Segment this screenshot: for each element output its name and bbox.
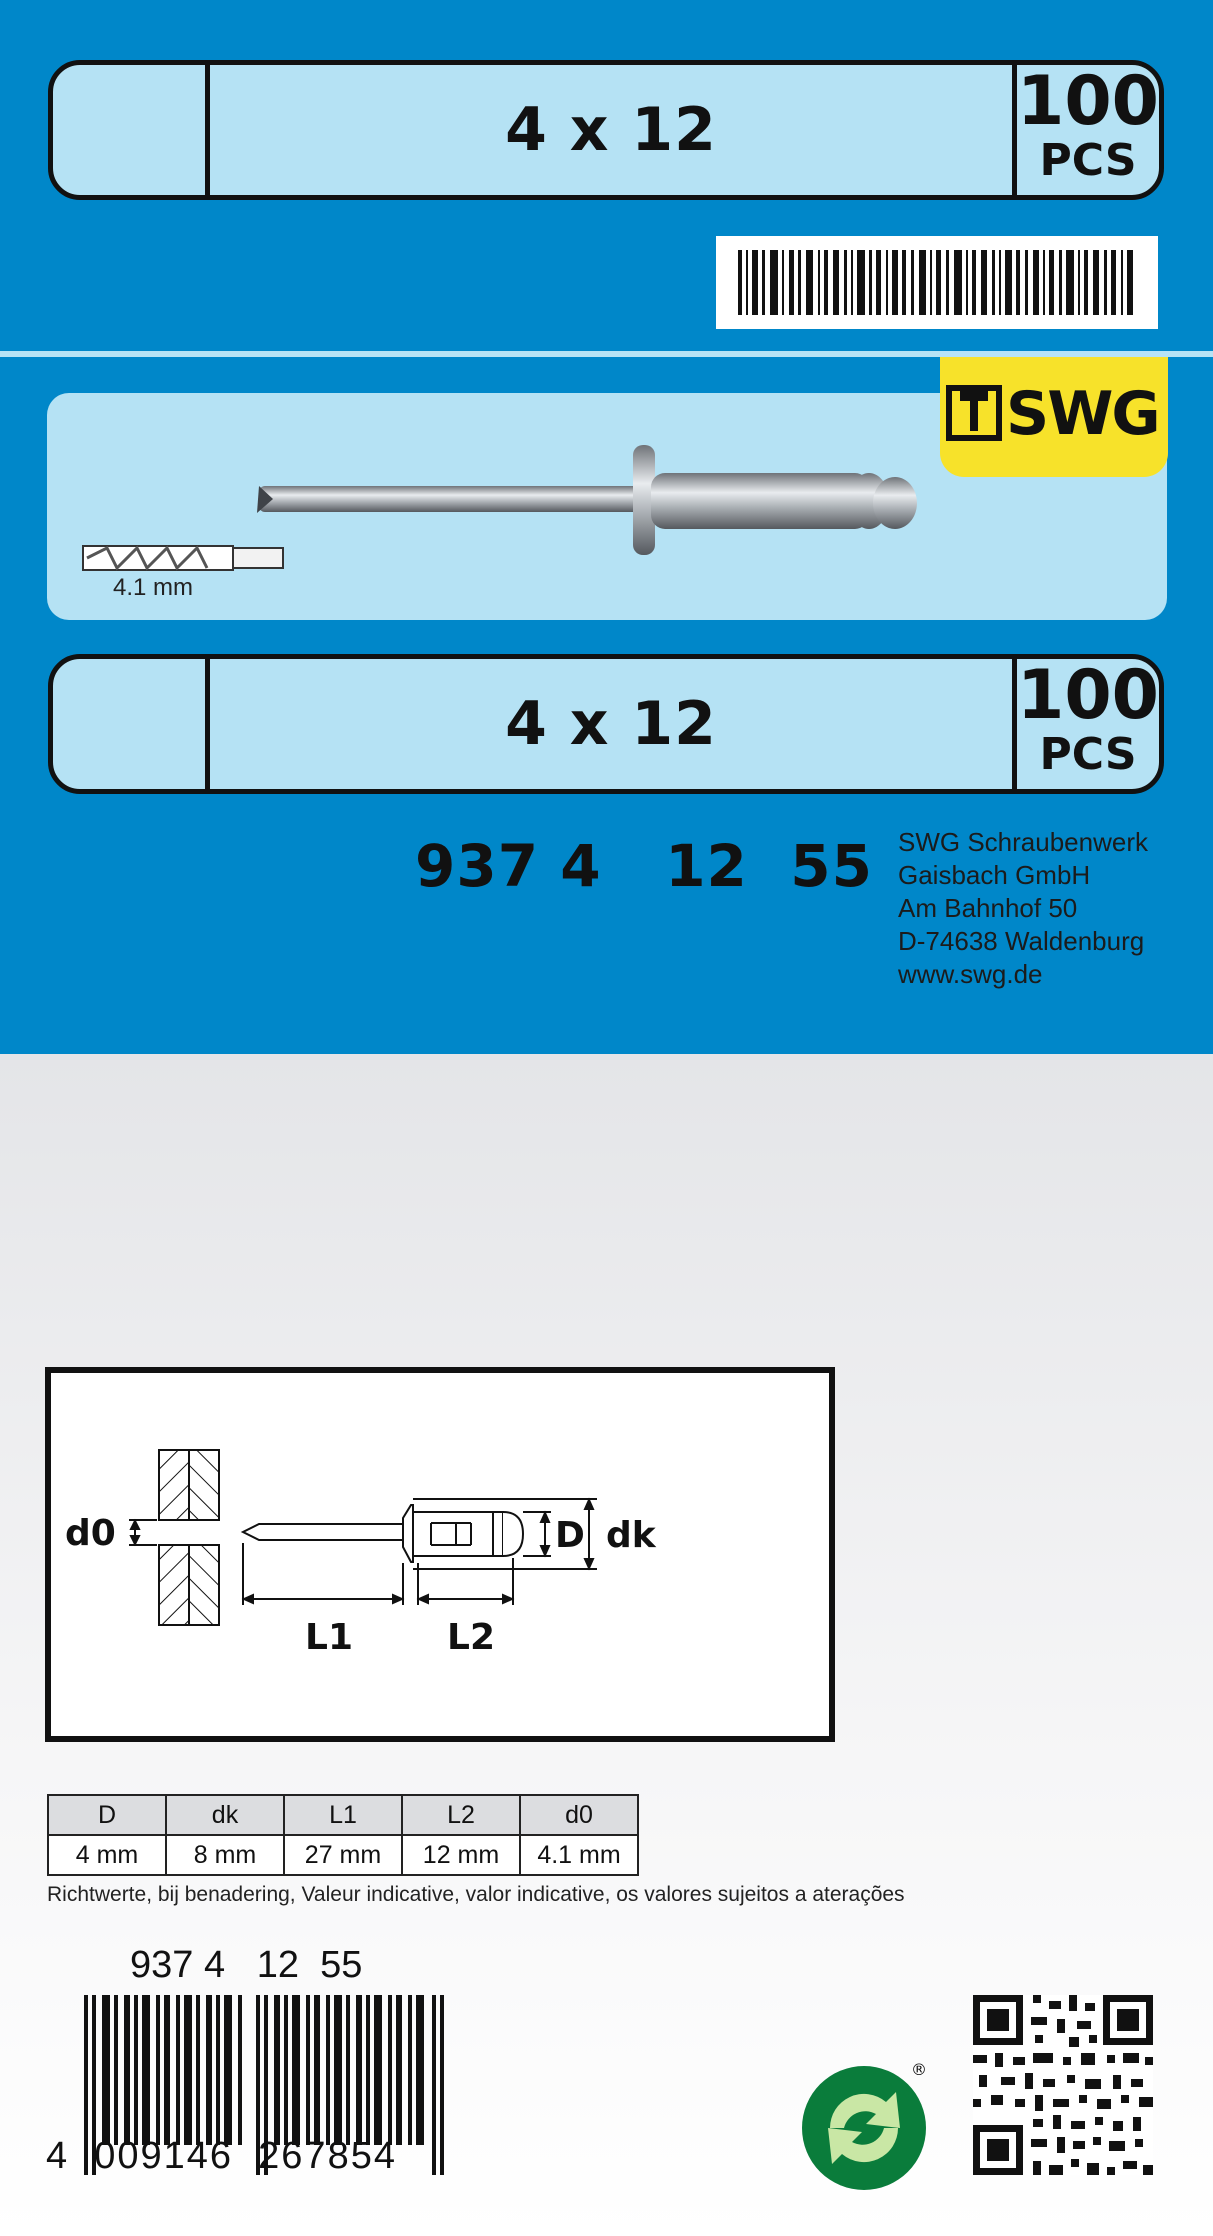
unit-text: PCS <box>1039 135 1137 186</box>
table-cell: 4.1 mm <box>520 1835 638 1875</box>
top-barcode <box>716 236 1158 329</box>
ean-article-number: 937 4 12 55 <box>130 1944 363 1986</box>
green-dot-recycling-icon <box>800 2058 940 2197</box>
table-header-cell: d0 <box>520 1795 638 1835</box>
diagram-drawing <box>51 1373 829 1736</box>
D-label: D <box>555 1515 585 1556</box>
size-text: 4 x 12 <box>505 95 717 165</box>
address-line: Am Bahnhof 50 <box>898 893 1078 923</box>
drill-bit-icon <box>83 546 283 570</box>
qr-code <box>973 1995 1153 2179</box>
table-header-cell: D <box>48 1795 166 1835</box>
website-link: www.swg.de <box>898 959 1043 989</box>
table-cell: 27 mm <box>284 1835 402 1875</box>
table-header-row <box>48 1795 638 1835</box>
swg-logo-text: SWG <box>1006 379 1159 449</box>
article-number: 937 4 12 55 <box>415 832 874 900</box>
table-cell: 12 mm <box>402 1835 520 1875</box>
top-barcode-bars <box>716 236 1158 329</box>
rivet-dimension-diagram <box>45 1367 835 1742</box>
registered-mark: ® <box>911 2060 927 2079</box>
quantity-text: 100 <box>1017 62 1159 141</box>
disclaimer-text: Richtwerte, bij benadering, Valeur indicative, valor indicative, os valores sujeitos a aterações <box>47 1883 905 1906</box>
dk-label: dk <box>606 1515 656 1556</box>
table-header-cell: dk <box>166 1795 284 1835</box>
table-header-cell: L1 <box>284 1795 402 1835</box>
d0-label: d0 <box>65 1513 116 1554</box>
middle-size-label <box>48 654 1164 794</box>
manufacturer-address <box>898 826 1148 991</box>
unit-text: PCS <box>1039 729 1137 780</box>
ean-number: 4 009146 267854 <box>46 2135 397 2177</box>
table-row <box>48 1835 638 1875</box>
address-line: D-74638 Waldenburg <box>898 926 1145 956</box>
quantity-text: 100 <box>1017 656 1159 735</box>
table-cell: 4 mm <box>48 1835 166 1875</box>
L1-label: L1 <box>305 1617 353 1658</box>
table-header-cell: L2 <box>402 1795 520 1835</box>
table-cell: 8 mm <box>166 1835 284 1875</box>
size-text: 4 x 12 <box>505 689 717 759</box>
L2-label: L2 <box>447 1617 495 1658</box>
address-line: Gaisbach GmbH <box>898 860 1091 890</box>
swg-logo <box>940 357 1168 477</box>
top-size-label <box>48 60 1164 200</box>
drill-size-label: 4.1 mm <box>113 574 194 601</box>
dimension-table <box>47 1794 639 1876</box>
address-line: SWG Schraubenwerk <box>898 827 1148 857</box>
qr-code-graphic <box>973 1995 1153 2175</box>
